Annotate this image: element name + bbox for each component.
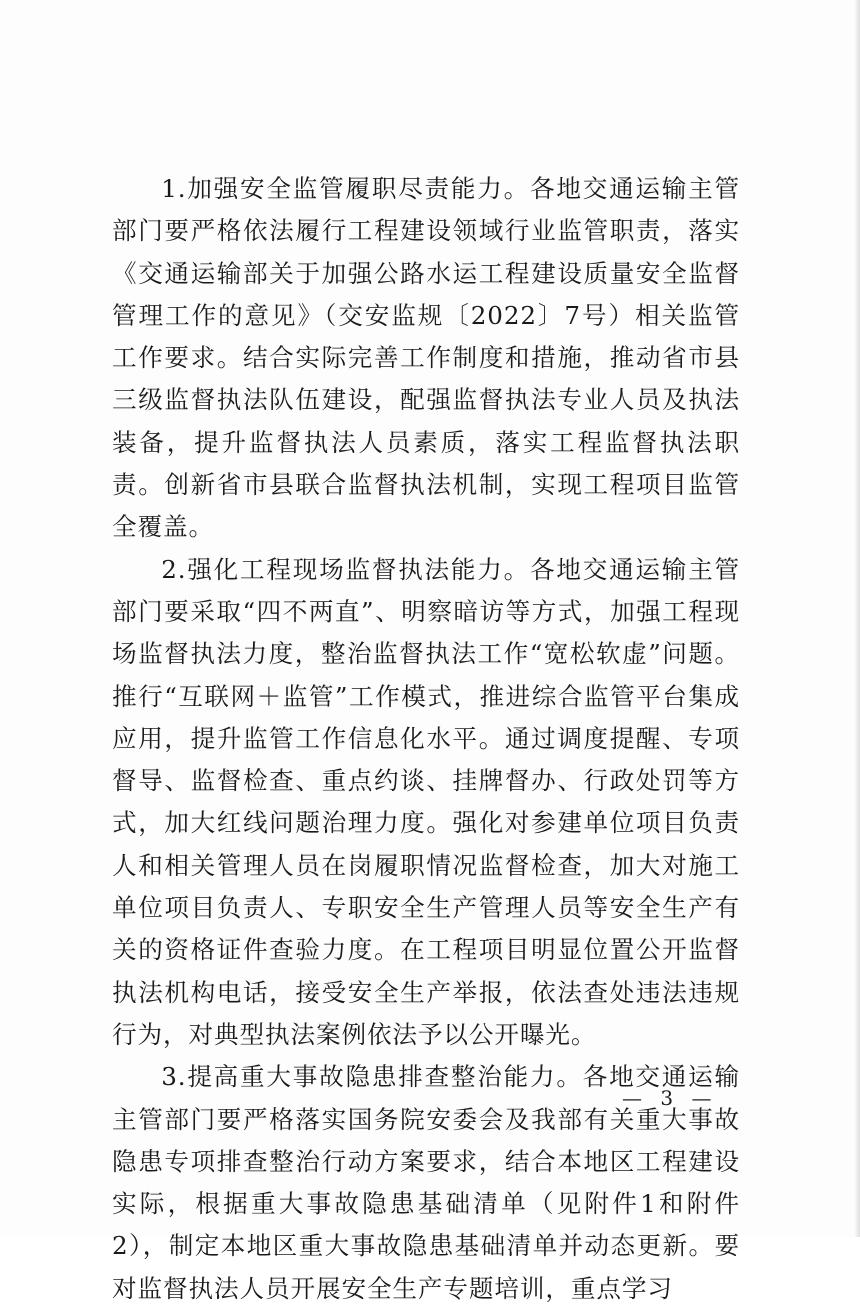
- paragraph-1: 1.加强安全监管履职尽责能力。各地交通运输主管部门要严格依法履行工程建设领域行业监管职责，落实《交通运输部关于加强公路水运工程建设质量安全监督管理工作的意见》（交安监规〔2022〕7号）相关监管工作要求。结合实际完善工作制度和措施，推动省市县三级监督执法队伍建设，配强监督执法专业人员及执法装备，提升监督执法人员素质，落实工程监督执法职责。创新省市县联合监督执法机制，实现工程项目监管全覆盖。: [112, 174, 740, 542]
- document-body: [112, 168, 740, 1310]
- page-number: — 3 —: [622, 1086, 718, 1110]
- paragraph-2: 2.强化工程现场监督执法能力。各地交通运输主管部门要采取“四不两直”、明察暗访等方式，加强工程现场监督执法力度，整治监督执法工作“宽松软虚”问题。推行“互联网＋监管”工作模式，推进综合监管平台集成应用，提升监管工作信息化水平。通过调度提醒、专项督导、监督检查、重点约谈、挂牌督办、行政处罚等方式，加大红线问题治理力度。强化对参建单位项目负责人和相关管理人员在岗履职情况监督检查，加大对施工单位项目负责人、专职安全生产管理人员等安全生产有关的资格证件查验力度。在工程项目明显位置公开监督执法机构电话，接受安全生产举报，依法查处违法违规行为，对典型执法案例依法予以公开曝光。: [112, 554, 740, 1049]
- page-edge-shadow: [854, 0, 860, 1237]
- paragraph-3: 3.提高重大事故隐患排查整治能力。各地交通运输主管部门要严格落实国务院安委会及我部有关重大事故隐患专项排查整治行动方案要求，结合本地区工程建设实际，根据重大事故隐患基础清单（见附件1和附件2），制定本地区重大事故隐患基础清单并动态更新。要对监督执法人员开展安全生产专题培训，重点学习: [112, 1062, 740, 1303]
